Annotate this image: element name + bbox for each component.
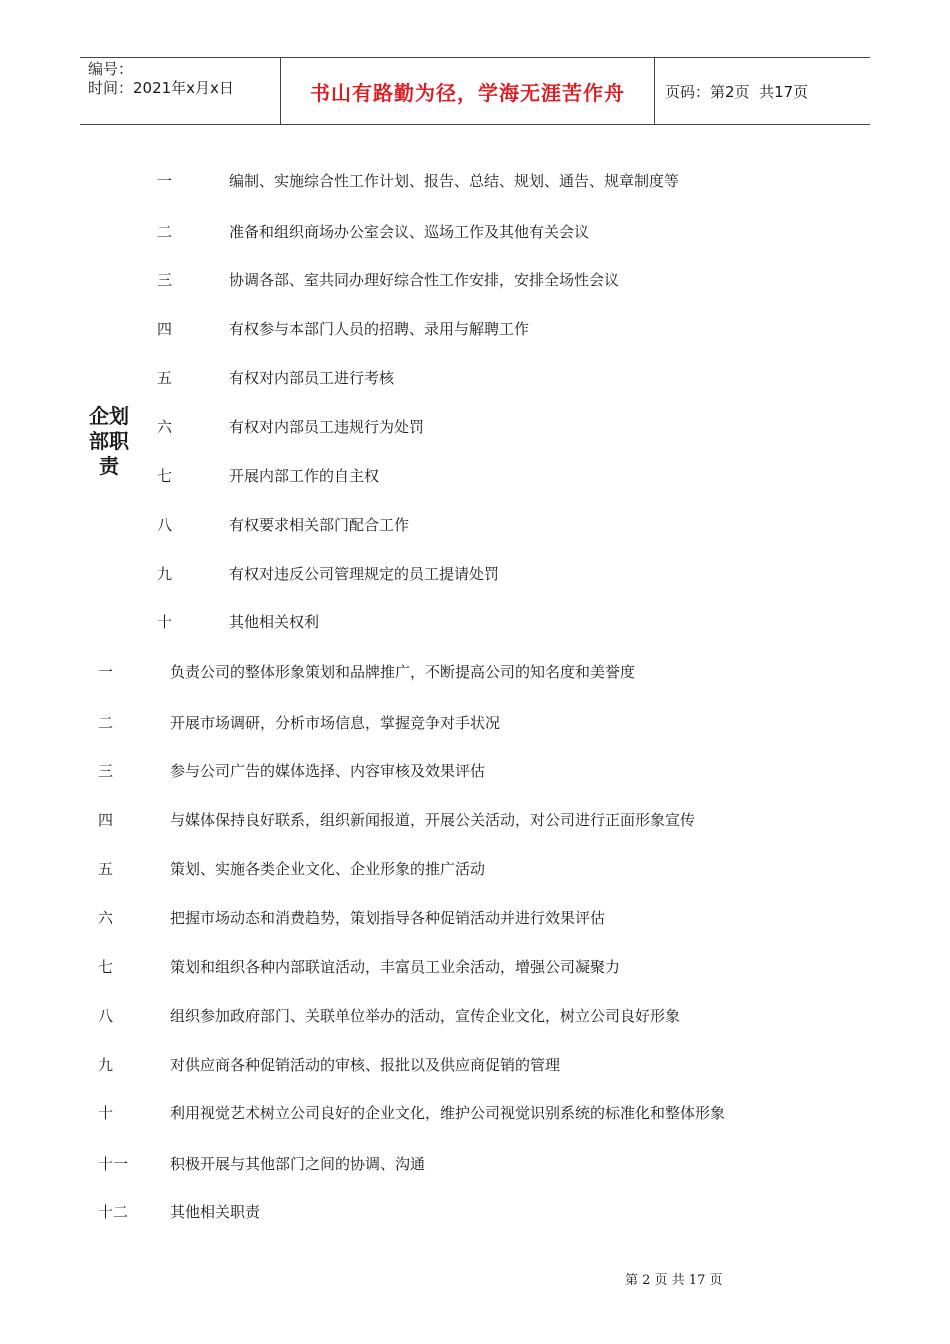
header-page-info: 页码：第2页 共17页 xyxy=(665,82,809,101)
header-meta xyxy=(80,58,281,124)
section-title: 企划部职责 xyxy=(89,404,129,478)
list-item-number: 四 xyxy=(157,320,173,338)
list-item-number: 十二 xyxy=(98,1203,129,1221)
list-item-text: 编制、实施综合性工作计划、报告、总结、规划、通告、规章制度等 xyxy=(229,172,680,190)
header-time-label: 时间：2021年x月x日 xyxy=(88,79,234,97)
list-item-text: 其他相关职责 xyxy=(170,1203,261,1221)
list-item-number: 十 xyxy=(98,1104,114,1122)
list-item-text: 有权参与本部门人员的招聘、录用与解聘工作 xyxy=(229,320,530,338)
list-item-text: 开展市场调研，分析市场信息，掌握竞争对手状况 xyxy=(170,714,501,732)
list-item-number: 八 xyxy=(157,516,173,534)
page-footer: 第 2 页 共 17 页 xyxy=(625,1273,723,1288)
list-item-number: 八 xyxy=(98,1007,114,1025)
list-item-text: 开展内部工作的自主权 xyxy=(229,467,380,485)
list-item-number: 十一 xyxy=(98,1155,129,1173)
page-header xyxy=(80,57,870,125)
list-item-number: 七 xyxy=(98,958,114,976)
list-item-text: 协调各部、室共同办理好综合性工作安排，安排全场性会议 xyxy=(229,271,620,289)
list-item-number: 五 xyxy=(157,369,173,387)
list-item-number: 四 xyxy=(98,811,114,829)
list-item-number: 七 xyxy=(157,467,173,485)
list-item-text: 负责公司的整体形象策划和品牌推广，不断提高公司的知名度和美誉度 xyxy=(170,663,636,681)
list-item-text: 组织参加政府部门、关联单位举办的活动，宣传企业文化，树立公司良好形象 xyxy=(170,1007,681,1025)
list-item-text: 积极开展与其他部门之间的协调、沟通 xyxy=(170,1155,426,1173)
list-item-number: 三 xyxy=(157,271,173,289)
list-item-text: 策划、实施各类企业文化、企业形象的推广活动 xyxy=(170,860,486,878)
header-motto: 书山有路勤为径，学海无涯苦作舟 xyxy=(281,58,655,124)
list-item-text: 有权对内部员工进行考核 xyxy=(229,369,395,387)
header-number-label: 编号： xyxy=(88,60,134,78)
list-item-number: 一 xyxy=(98,663,114,681)
list-item-number: 一 xyxy=(157,172,173,190)
list-item-number: 九 xyxy=(98,1056,114,1074)
list-item-text: 与媒体保持良好联系，组织新闻报道，开展公关活动，对公司进行正面形象宣传 xyxy=(170,811,696,829)
list-item-number: 九 xyxy=(157,565,173,583)
list-item-text: 对供应商各种促销活动的审核、报批以及供应商促销的管理 xyxy=(170,1056,561,1074)
list-item-number: 二 xyxy=(157,223,173,241)
list-item-number: 十 xyxy=(157,613,173,631)
list-item-number: 六 xyxy=(98,909,114,927)
list-item-text: 有权对违反公司管理规定的员工提请处罚 xyxy=(229,565,500,583)
list-item-text: 参与公司广告的媒体选择、内容审核及效果评估 xyxy=(170,762,486,780)
list-item-text: 有权对内部员工违规行为处罚 xyxy=(229,418,425,436)
list-item-number: 六 xyxy=(157,418,173,436)
list-item-number: 三 xyxy=(98,762,114,780)
list-item-number: 二 xyxy=(98,714,114,732)
list-item-text: 利用视觉艺术树立公司良好的企业文化，维护公司视觉识别系统的标准化和整体形象 xyxy=(170,1104,726,1122)
list-item-text: 策划和组织各种内部联谊活动，丰富员工业余活动，增强公司凝聚力 xyxy=(170,958,621,976)
list-item-text: 准备和组织商场办公室会议、巡场工作及其他有关会议 xyxy=(229,223,590,241)
list-item-text: 有权要求相关部门配合工作 xyxy=(229,516,410,534)
list-item-text: 把握市场动态和消费趋势，策划指导各种促销活动并进行效果评估 xyxy=(170,909,606,927)
list-item-text: 其他相关权利 xyxy=(229,613,320,631)
list-item-number: 五 xyxy=(98,860,114,878)
